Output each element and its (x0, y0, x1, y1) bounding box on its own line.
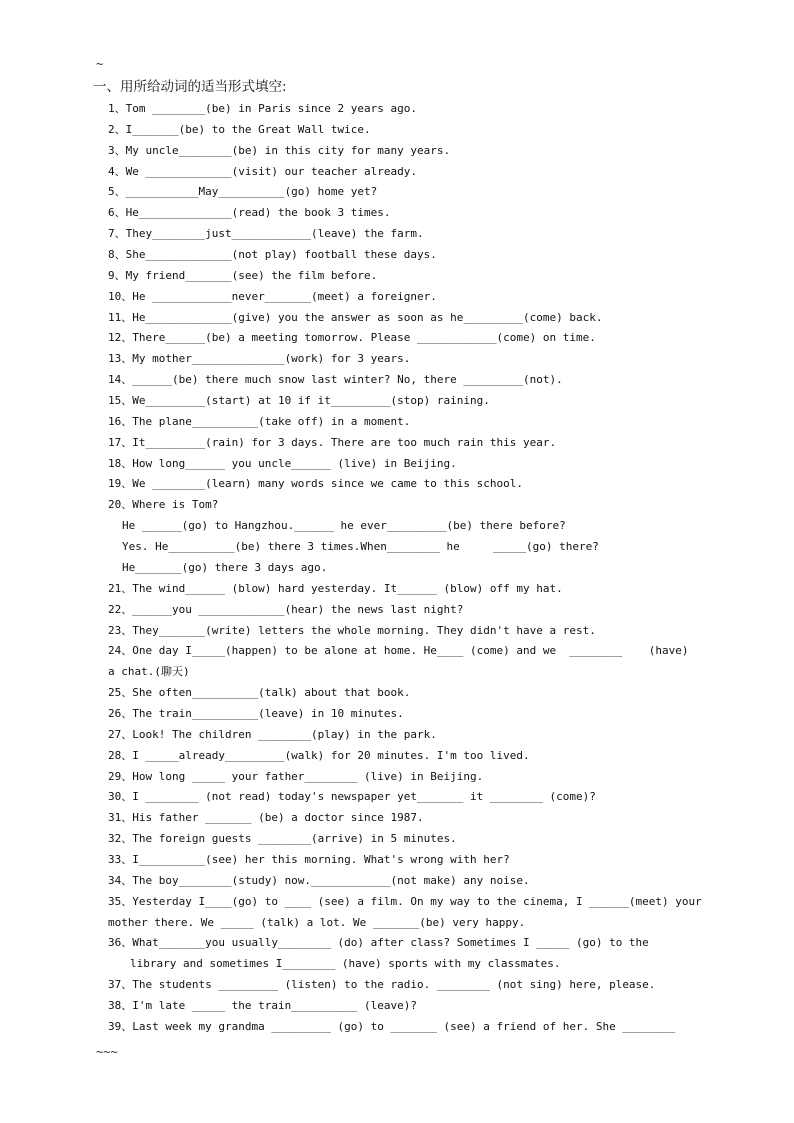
exercise-line: 30、I ________ (not read) today's newspaper yet_______ it ________ (come)? (108, 790, 596, 804)
exercise-line: 28、I _____already_________(walk) for 20 minutes. I'm too lived. (108, 748, 530, 762)
exercise-line: 21、The wind______ (blow) hard yesterday. It______ (blow) off my hat. (108, 581, 563, 595)
exercise-line: 25、She often__________(talk) about that book. (108, 686, 411, 700)
exercise-line: 9、My friend_______(see) the film before. (108, 268, 378, 282)
exercise-line: 38、I'm late _____ the train__________ (leave)? (108, 998, 418, 1012)
exercise-line: 4、We _____________(visit) our teacher already. (108, 164, 418, 178)
exercise-line: 1、Tom ________(be) in Paris since 2 years ago. (108, 102, 418, 115)
exercise-line: 5、___________May__________(go) home yet? (108, 185, 378, 199)
exercise-line: He_______(go) there 3 days ago. (122, 560, 328, 574)
exercise-line: 7、They________just____________(leave) the farm. (108, 227, 424, 241)
exercise-line: 2、I_______(be) to the Great Wall twice. (108, 122, 371, 136)
exercise-line: 24、One day I_____(happen) to be alone at home. He____ (come) and we ________ (have) (108, 644, 689, 658)
exercise-line: 37、The students _________ (listen) to the radio. ________ (not sing) here, please. (108, 978, 656, 992)
exercise-line: 27、Look! The children ________(play) in the park. (108, 727, 437, 741)
exercise-line: 13、My mother______________(work) for 3 years. (108, 352, 411, 366)
exercise-line: 10、He ____________never_______(meet) a foreigner. (108, 289, 437, 303)
exercise-line: 35、Yesterday I____(go) to ____ (see) a film. On my way to the cinema, I ______(meet) your (108, 894, 702, 908)
exercise-line: 8、She_____________(not play) football these days. (108, 248, 437, 262)
exercise-line: 3、My uncle________(be) in this city for many years. (108, 143, 451, 157)
exercise-line: a chat.(聊天) (108, 665, 190, 679)
exercise-line: 11、He_____________(give) you the answer as soon as he_________(come) back. (108, 310, 603, 324)
exercise-line: 26、The train__________(leave) in 10 minutes. (108, 706, 404, 720)
page-mark-bottom: ~~~ (96, 1045, 118, 1059)
exercise-line: 36、What_______you usually________ (do) after class? Sometimes I _____ (go) to the (108, 936, 649, 950)
exercise-line: 16、The plane__________(take off) in a moment. (108, 414, 411, 428)
exercise-line: 12、There______(be) a meeting tomorrow. Please ____________(come) on time. (108, 331, 596, 345)
page-mark-top: ~ (96, 57, 104, 71)
exercise-line: 19、We ________(learn) many words since we came to this school. (108, 477, 523, 491)
exercise-line: 23、They_______(write) letters the whole morning. They didn't have a rest. (108, 623, 596, 637)
exercise-line: 31、His father _______ (be) a doctor since 1987. (108, 811, 424, 825)
exercise-line: 34、The boy________(study) now.____________(not make) any noise. (108, 873, 530, 887)
exercise-line: 32、The foreign guests ________(arrive) in 5 minutes. (108, 832, 457, 846)
exercise-line: 14、______(be) there much snow last winter? No, there _________(not). (108, 373, 563, 387)
exercise-line: He ______(go) to Hangzhou.______ he ever_________(be) there before? (122, 519, 566, 533)
exercise-line: 6、He______________(read) the book 3 times. (108, 206, 391, 220)
exercise-line: 39、Last week my grandma _________ (go) to _______ (see) a friend of her. She ________ (108, 1019, 676, 1033)
exercise-line: 33、I__________(see) her this morning. What's wrong with her? (108, 852, 510, 866)
exercise-line: 29、How long _____ your father________ (live) in Beijing. (108, 769, 484, 783)
exercise-line: 15、We_________(start) at 10 if it_________(stop) raining. (108, 394, 490, 408)
exercise-heading: 一、用所给动词的适当形式填空: (93, 79, 287, 95)
exercise-line: 17、It_________(rain) for 3 days. There are too much rain this year. (108, 435, 557, 449)
exercise-line: 18、How long______ you uncle______ (live) in Beijing. (108, 456, 457, 470)
exercise-line: 22、______you _____________(hear) the news last night? (108, 602, 464, 616)
exercise-line: 20、Where is Tom? (108, 498, 219, 512)
exercise-line: Yes. He__________(be) there 3 times.When________ he _____(go) there? (122, 540, 599, 554)
exercise-line: library and sometimes I________ (have) sports with my classmates. (130, 957, 561, 971)
exercise-line: mother there. We _____ (talk) a lot. We _______(be) very happy. (108, 915, 526, 929)
